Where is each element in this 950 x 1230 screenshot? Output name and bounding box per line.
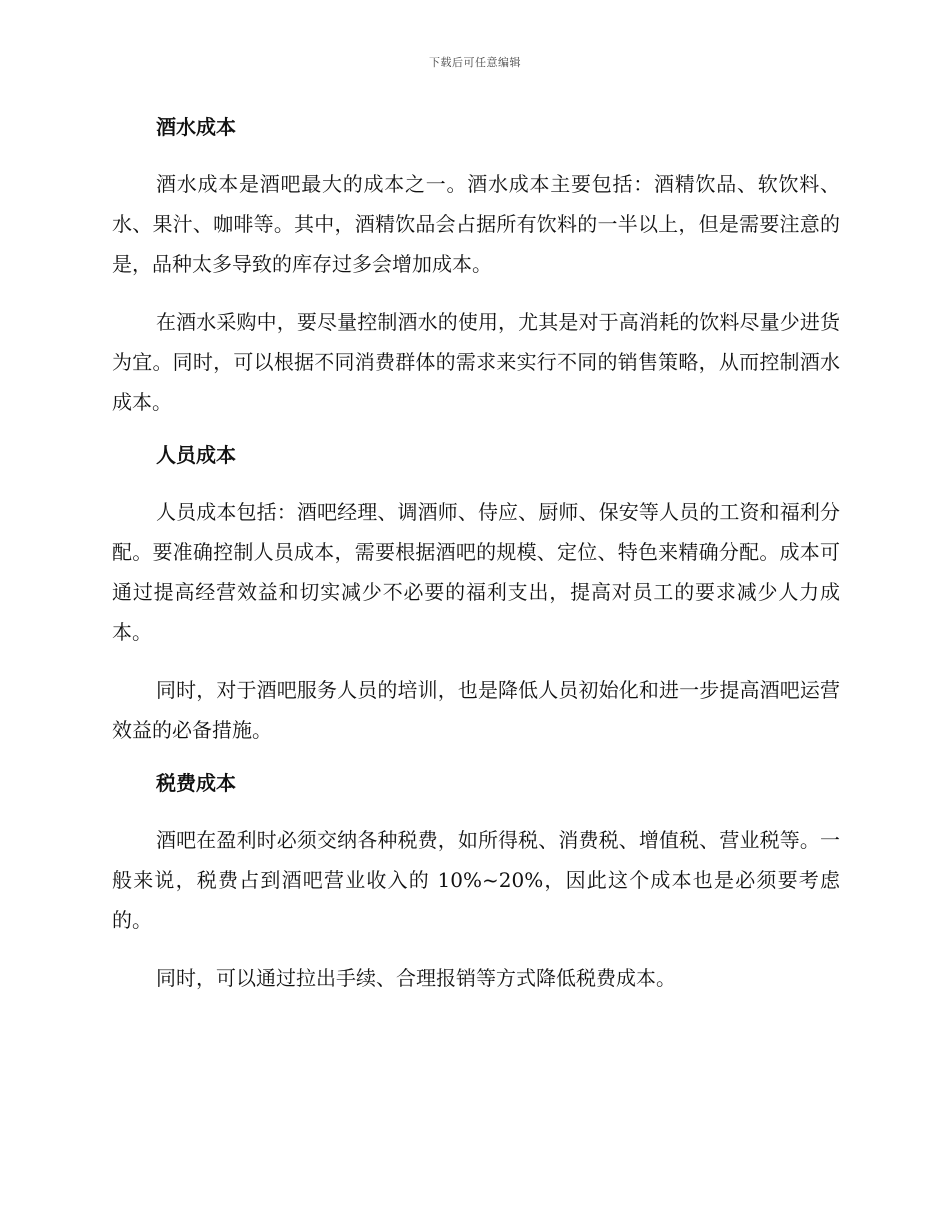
header-note: 下载后可任意编辑 xyxy=(429,56,521,69)
section-tax-cost xyxy=(112,768,840,998)
paragraph: 在酒水采购中，要尽量控制酒水的使用，尤其是对于高消耗的饮料尽量少进货为宜。同时，可以根据不同消费群体的需求来实行不同的销售策略，从而控制酒水成本。 xyxy=(112,310,840,414)
section-heading: 酒水成本 xyxy=(156,115,236,139)
section-staff-cost xyxy=(112,440,840,750)
paragraph: 同时，对于酒吧服务人员的培训，也是降低人员初始化和进一步提高酒吧运营效益的必备措施。 xyxy=(112,678,840,742)
paragraph: 酒水成本是酒吧最大的成本之一。酒水成本主要包括：酒精饮品、软饮料、水、果汁、咖啡等。其中，酒精饮品会占据所有饮料的一半以上，但是需要注意的是，品种太多导致的库存过多会增加成本。 xyxy=(112,172,840,276)
document-body xyxy=(112,112,840,1016)
paragraph: 人员成本包括：酒吧经理、调酒师、侍应、厨师、保安等人员的工资和福利分配。要准确控制人员成本，需要根据酒吧的规模、定位、特色来精确分配。成本可通过提高经营效益和切实减少不必要的福利支出，提高对员工的要求减少人力成本。 xyxy=(112,500,840,644)
section-heading: 人员成本 xyxy=(156,443,236,467)
paragraph: 酒吧在盈利时必须交纳各种税费，如所得税、消费税、增值税、营业税等。一般来说，税费占到酒吧营业收入的 10%~20%，因此这个成本也是必须要考虑的。 xyxy=(112,828,840,932)
section-liquor-cost xyxy=(112,112,840,422)
section-heading: 税费成本 xyxy=(156,771,236,795)
paragraph: 同时，可以通过拉出手续、合理报销等方式降低税费成本。 xyxy=(156,966,676,990)
